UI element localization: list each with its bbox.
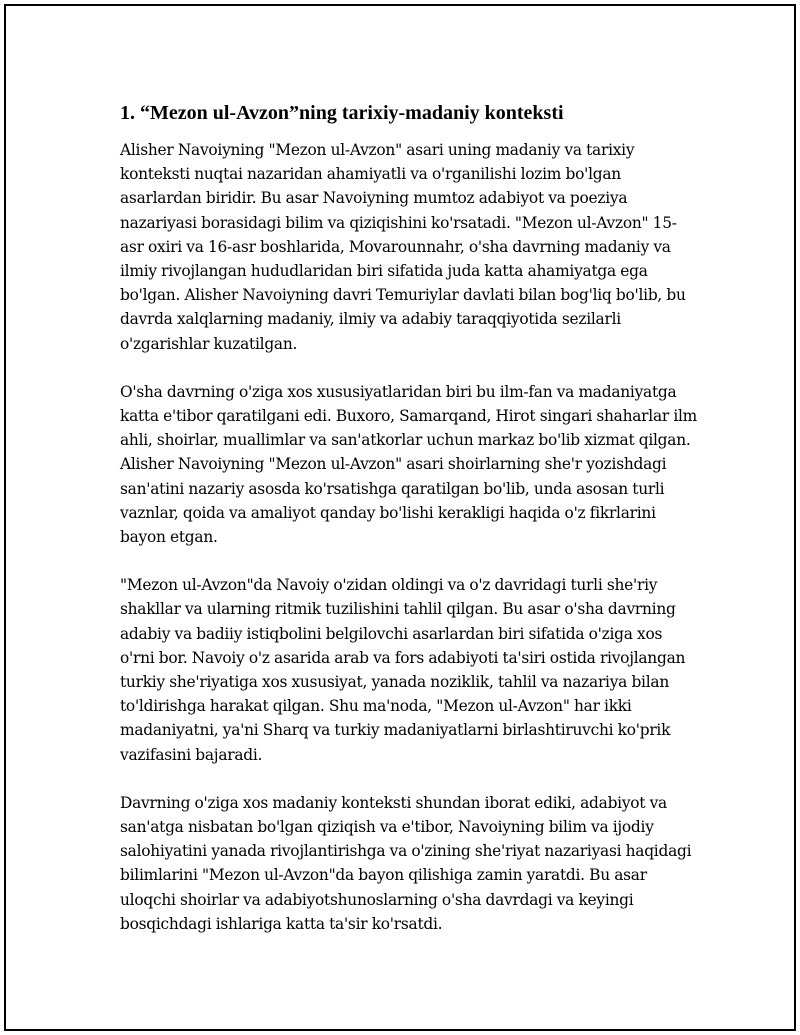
paragraph-4: Davrning o'ziga xos madaniy konteksti shundan iborat ediki, adabiyot va san'atga nisbatan bo'lgan qiziqish va e'tibor, Navoiyning bilim va ijodiy salohiyatini yanada rivojlantirishga va o'zining she'riyat nazariyasi haqidagi bilimlarini "Mezon ul-Avzon"da bayon qilishiga zamin yaratdi. Bu asar uloqchi shoirlar va adabiyotshunoslarning o'sha davrdagi va keyingi bosqichdagi ishlariga katta ta'sir ko'rsatdi. [120,793,692,933]
paragraph-2: O'sha davrning o'ziga xos xususiyatlaridan biri bu ilm-fan va madaniyatga katta e'tibor qaratilgani edi. Buxoro, Samarqand, Hirot singari shaharlar ilm ahli, shoirlar, muallimlar va san'atkorlar uchun markaz bo'lib xizmat qilgan. Alisher Navoiyning "Mezon ul-Avzon" asari shoirlarning she'r yozishdagi san'atini nazariy asosda ko'rsatishga qaratilgan bo'lib, unda asosan turli vaznlar, qoida va amaliyot qanday bo'lishi kerakligi haqida o'z fikrlarini bayon etgan. [120,382,698,547]
paragraph-3: "Mezon ul-Avzon"da Navoiy o'zidan oldingi va o'z davridagi turli she'riy shakllar va ularning ritmik tuzilishini tahlil qilgan. Bu asar o'sha davrning adabiy va badiiy istiqbolini belgilovchi asarlardan biri sifatida o'ziga xos o'rni bor. Navoiy o'z asarida arab va fors adabiyoti ta'siri ostida rivojlangan turkiy she'riyatiga xos xususiyat, yanada noziklik, tahlil va nazariya bilan to'ldirishga harakat qilgan. Shu ma'noda, "Mezon ul-Avzon" har ikki madaniyatni, ya'ni Sharq va turkiy madaniyatlarni birlashtiruvchi ko'prik vazifasini bajaradi. [120,576,686,764]
document-body [120,100,700,960]
section-heading: 1. “Mezon ul-Avzon”ning tarixiy-madaniy konteksti [120,102,564,124]
page-frame [4,4,796,1031]
paragraph-1: Alisher Navoiyning "Mezon ul-Avzon" asari uning madaniy va tarixiy konteksti nuqtai nazaridan ahamiyatli va o'rganilishi lozim bo'lgan asarlardan biridir. Bu asar Navoiyning mumtoz adabiyot va poeziya nazariyasi borasidagi bilim va qiziqishini ko'rsatadi. "Mezon ul-Avzon" 15-asr oxiri va 16-asr boshlarida, Movarounnahr, o'sha davrning madaniy va ilmiy rivojlangan hududlaridan biri sifatida juda katta ahamiyatga ega bo'lgan. Alisher Navoiyning davri Temuriylar davlati bilan bog'liq bo'lib, bu davrda xalqlarning madaniy, ilmiy va adabiy taraqqiyotida sezilarli o'zgarishlar kuzatilgan. [120,141,686,353]
